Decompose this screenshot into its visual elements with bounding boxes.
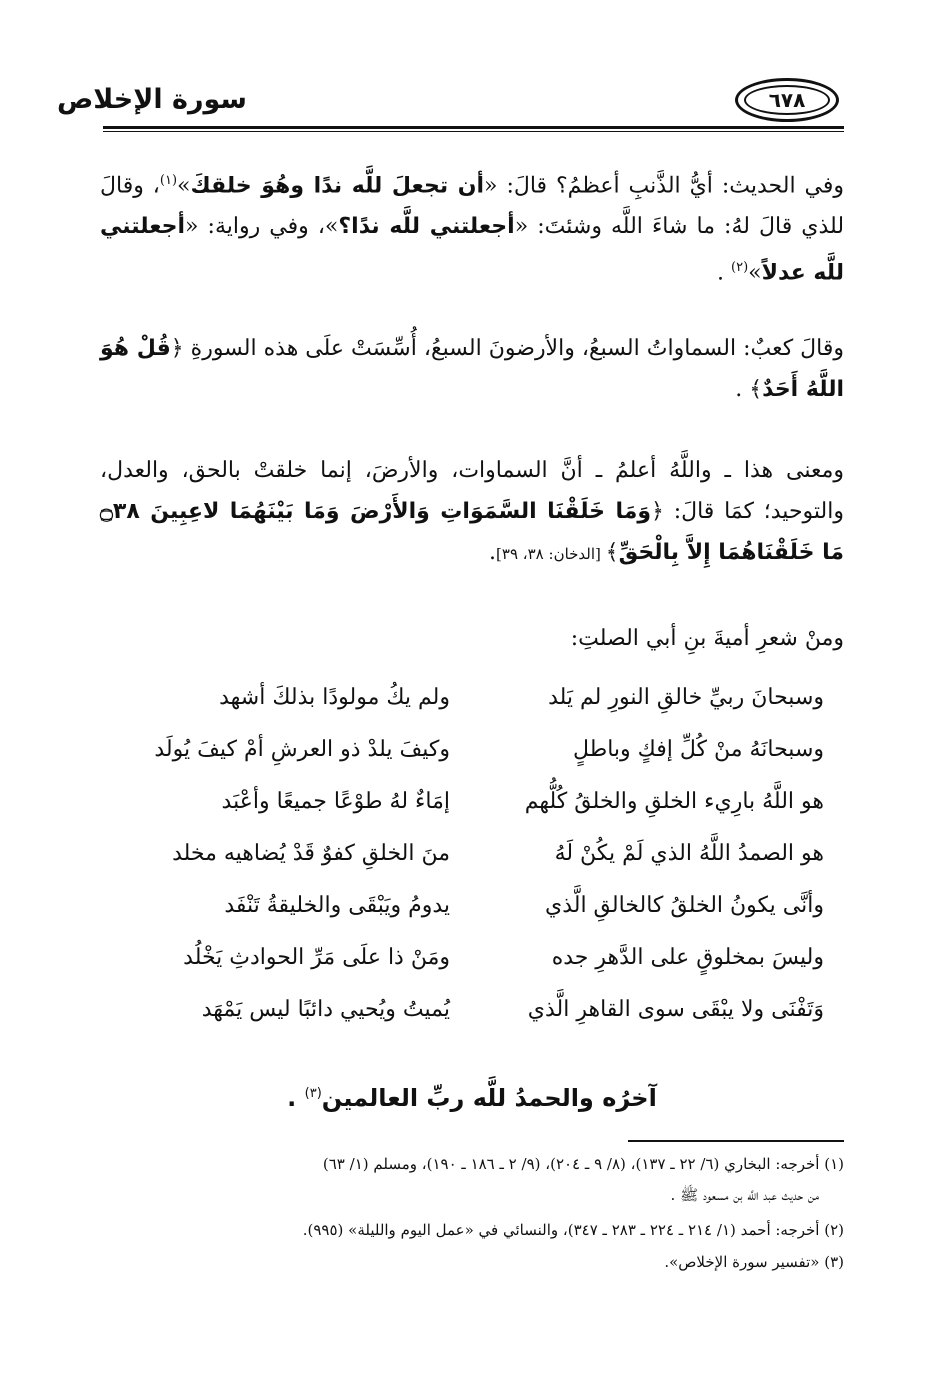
- text-segment: ، وقالَ للذي قالَ لهُ: ما شاءَ اللَّه وشئتَ: «: [100, 173, 845, 240]
- text-segment: »: [748, 260, 762, 286]
- verse-first-hemistich: وسبحانَ ربيِّ خالقِ النورِ لم يَلد: [548, 685, 824, 710]
- footnote-text: من حديث عبد اللَّه بن مسعود ﷺ .: [670, 1186, 819, 1204]
- closing-line: [100, 1084, 844, 1112]
- paragraph-hadith: [100, 160, 844, 294]
- verse-second-hemistich: إمَاءٌ لهُ طوْعًا جميعًا وأعْبَد: [221, 789, 450, 814]
- verse-reference: [الدخان: ٣٨، ٣٩]: [496, 545, 606, 563]
- verse-second-hemistich: يدومُ ويَبْقَى والخليقةُ تَنْفَد: [224, 893, 450, 918]
- footnote-marker-1: (١): [159, 173, 178, 188]
- paragraph-meaning: [100, 450, 844, 575]
- verse-first-hemistich: هو الصمدُ اللَّهُ الذي لَمْ يكُنْ لَهُ: [554, 841, 824, 866]
- text-segment: .: [287, 1084, 305, 1112]
- text-segment: »، وفي رواية: «: [185, 214, 339, 240]
- footnote-marker-3: (٣): [304, 1086, 322, 1101]
- quran-verse: قُلْ هُوَ اللَّهُ أَحَدٌ: [100, 336, 844, 402]
- footnote-1: (١) أخرجه: البخاري (٦/ ٢٢ ـ ١٣٧)، (٨/ ٩ ـ ٢٠٤)، (٩/ ٢ ـ ١٨٦ ـ ١٩٠)، ومسلم (١/ ٦٣): [322, 1155, 844, 1173]
- verse-first-hemistich: وليسَ بمخلوقٍ على الدَّهرِ جده: [551, 945, 824, 970]
- text-segment: وقالَ كعبٌ: السماواتُ السبعُ، والأرضونَ السبعُ، أُسِّسَتْ علَى هذه السورةِ ﴿: [170, 336, 844, 361]
- poem-verse: [100, 841, 844, 893]
- hadith-quote: أجعلتني للَّه عدلاً: [100, 214, 844, 286]
- running-header-surah-title: سورة الإخلاص: [56, 84, 247, 115]
- verse-second-hemistich: منَ الخلقِ كفوٌ قَدْ يُضاهيه مخلد: [172, 841, 450, 866]
- poem: [100, 685, 844, 1049]
- poem-verse: [100, 945, 844, 997]
- header-rule-thin: [103, 131, 844, 132]
- text-segment: .: [489, 540, 497, 565]
- text-segment: ﴾: [605, 540, 619, 565]
- poem-verse: [100, 893, 844, 945]
- text-segment: ومعنى هذا ـ واللَّهُ أعلمُ ـ أنَّ السماوات، والأرضَ، إنما خلقتْ بالحق، والعدل، والتوحيد؛ كمَا قالَ: ﴿: [100, 458, 844, 524]
- footnote-1-continuation: [100, 1181, 844, 1209]
- poem-verse: [100, 685, 844, 737]
- page-number-badge: [735, 78, 839, 122]
- hadith-quote: أن تجعلَ للَّه ندًا وهُوَ خلقكَ: [190, 173, 485, 199]
- poem-verse: [100, 997, 844, 1049]
- verse-second-hemistich: يُميتُ ويُحيي دائبًا ليس يَمْهَد: [201, 997, 450, 1022]
- footnote-2: (٢) أخرجه: أحمد (١/ ٢١٤ ـ ٢٢٤ ـ ٢٨٣ ـ ٣٤٧)، والنسائي في «عمل اليوم والليلة» (٩٩٥).: [302, 1221, 844, 1239]
- verse-first-hemistich: وَتَفْنَى ولا يبْقَى سوى القاهرِ الَّذي: [527, 997, 824, 1022]
- footnote-3: (٣) «تفسير سورة الإخلاص».: [664, 1253, 844, 1271]
- verse-first-hemistich: هو اللَّهُ بارِيء الخلقِ والخلقُ كُلُّهم: [524, 789, 824, 814]
- text-segment: وفي الحديث: أيُّ الذَّنبِ أعظمُ؟ قالَ: «: [484, 173, 844, 199]
- footnote-marker-2: (٢): [731, 260, 749, 276]
- quran-verse: وَمَا خَلَقْنَا السَّمَوَاتِ وَالأَرْضَ وَمَا بَيْنَهُمَا لاعِبِينَ ۝٣٨ مَا خَلَقْنَاهُمَا إِلاَّ بِالْحَقِّ: [100, 499, 844, 565]
- footnote-separator: [628, 1140, 844, 1142]
- verse-first-hemistich: وأنَّى يكونُ الخلقُ كالخالقِ الَّذي: [544, 893, 824, 918]
- poem-verse: [100, 737, 844, 789]
- verse-second-hemistich: ومَنْ ذا علَى مَرِّ الحوادثِ يَخْلُد: [183, 945, 450, 970]
- paragraph-kaab: [100, 328, 844, 410]
- hadith-quote: أجعلتني للَّه ندًا؟: [338, 214, 515, 240]
- header-rule-thick: [103, 126, 844, 129]
- text-segment: »: [177, 173, 191, 199]
- poem-verse: [100, 789, 844, 841]
- page-number: ٦٧٨: [744, 85, 830, 115]
- verse-first-hemistich: وسبحانَهُ منْ كُلِّ إفكٍ وباطلٍ: [573, 737, 824, 762]
- text-segment: .: [717, 260, 732, 286]
- verse-second-hemistich: وكيفَ يلدْ ذو العرشِ أمْ كيفَ يُولَد: [154, 737, 450, 762]
- paragraph-poem-intro: [100, 618, 844, 659]
- text-segment: ومنْ شعرِ أميةَ بنِ أبي الصلتِ:: [570, 626, 844, 651]
- closing-text: آخرُه والحمدُ للَّه ربِّ العالمين: [321, 1084, 657, 1112]
- text-segment: ﴾ .: [735, 377, 763, 402]
- verse-second-hemistich: ولم يكُ مولودًا بذلكَ أشهد: [219, 685, 450, 710]
